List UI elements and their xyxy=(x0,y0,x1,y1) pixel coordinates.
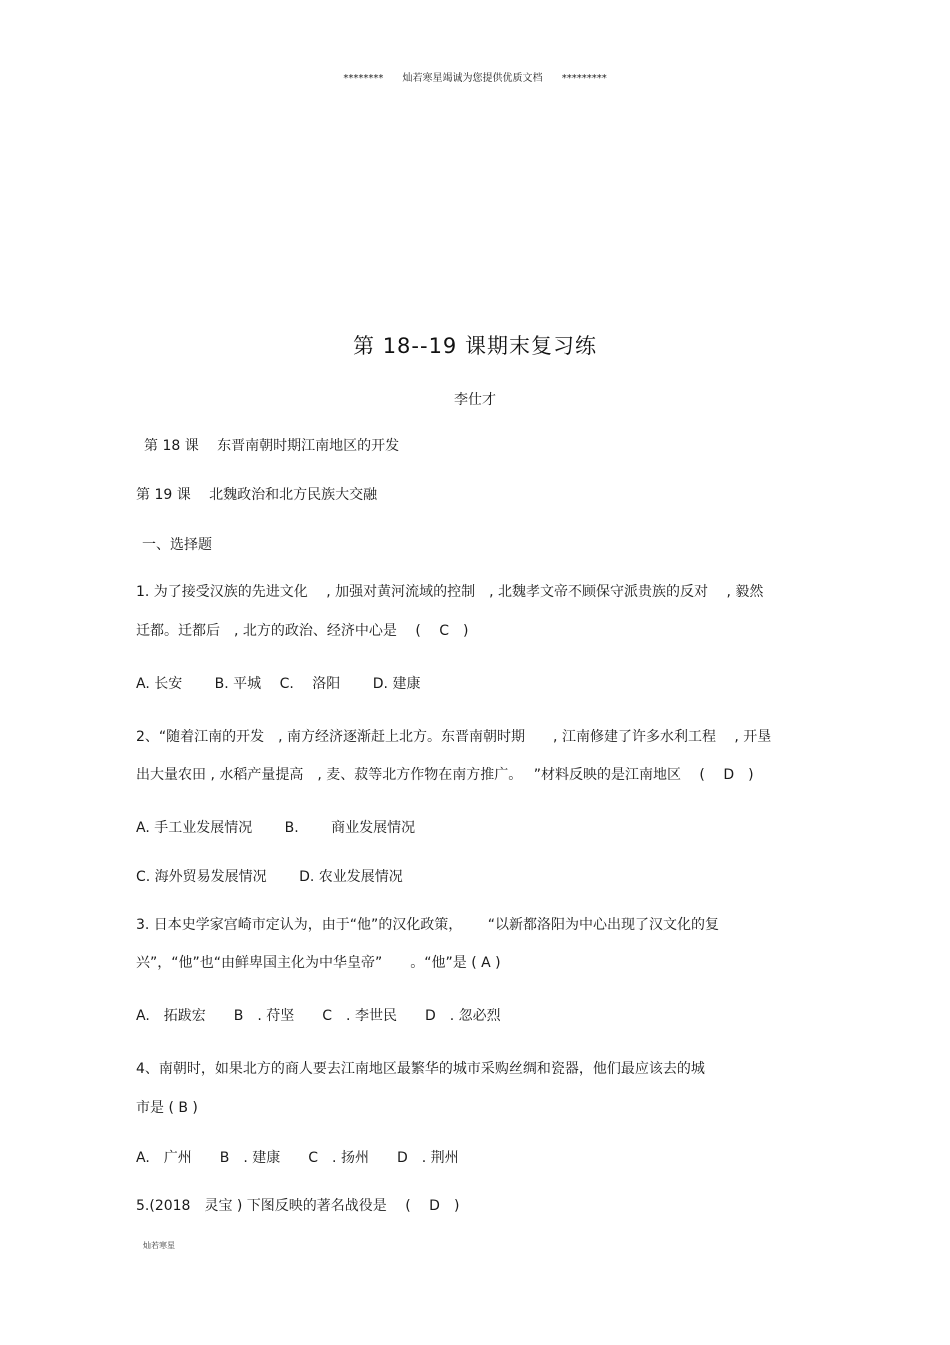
question-2-stem-line-2: 出大量农田 , 水稻产量提高 , 麦、菽等北方作物在南方推广。 ”材料反映的是江南地区 ( D ) xyxy=(136,767,754,783)
question-2-stem-line-1: 2、“随着江南的开发 , 南方经济逐渐赶上北方。东晋南朝时期 , 江南修建了许多水利工程 , 开垦 xyxy=(136,729,772,745)
question-2-options-line-2: C. 海外贸易发展情况 D. 农业发展情况 xyxy=(136,869,403,885)
header-stars-right: ********* xyxy=(561,73,607,84)
question-3-stem-line-2: 兴”，“他”也“由鲜卑国主化为中华皇帝” 。“他”是 ( A ) xyxy=(136,955,501,971)
question-1-stem-line-2: 迁都。迁都后 , 北方的政治、经济中心是 ( C ) xyxy=(136,623,469,639)
question-4-stem-line-2: 市是 ( B ) xyxy=(136,1100,198,1116)
question-1-options: A. 长安 B. 平城 C. 洛阳 D. 建康 xyxy=(136,676,421,692)
question-4-options: A. 广州 B . 建康 C . 扬州 D . 荆州 xyxy=(136,1150,459,1166)
question-4-stem-line-1: 4、南朝时，如果北方的商人要去江南地区最繁华的城市采购丝绸和瓷器，他们最应该去的城 xyxy=(136,1061,705,1077)
header-stars-left: ******** xyxy=(343,73,384,84)
lesson-heading-19: 第 19 课 北魏政治和北方民族大交融 xyxy=(136,487,378,503)
question-3-stem-line-1: 3. 日本史学家宫崎市定认为，由于“他”的汉化政策， “以新都洛阳为中心出现了汉文化的复 xyxy=(136,917,720,933)
section-heading: 一、选择题 xyxy=(142,537,212,553)
question-3-options: A. 拓跋宏 B . 苻坚 C . 李世民 D . 忽必烈 xyxy=(136,1008,501,1024)
header-text: 灿若寒星竭诚为您提供优质文档 xyxy=(402,73,543,84)
document-title: 第 18--19 课期末复习练 xyxy=(353,334,597,358)
question-1-stem-line-1: 1. 为了接受汉族的先进文化 , 加强对黄河流域的控制 , 北魏孝文帝不顾保守派贵族的反对 , 毅然 xyxy=(136,584,764,600)
page-footer: 灿若寒星 xyxy=(143,1241,175,1250)
author-name: 李仕才 xyxy=(454,392,496,408)
page-header xyxy=(0,69,950,84)
question-5-stem: 5.(2018 灵宝 ) 下图反映的著名战役是 ( D ) xyxy=(136,1198,460,1214)
question-2-options-line-1: A. 手工业发展情况 B. 商业发展情况 xyxy=(136,820,416,836)
lesson-heading-18: 第 18 课 东晋南朝时期江南地区的开发 xyxy=(144,438,400,454)
